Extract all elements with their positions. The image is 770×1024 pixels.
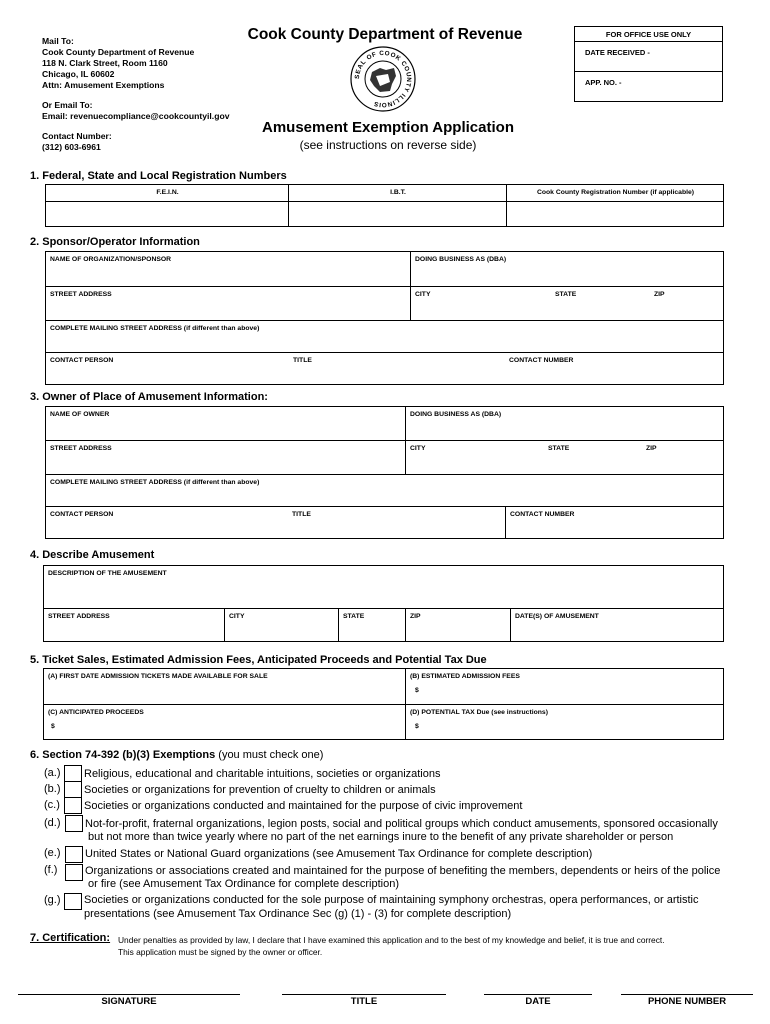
certification-text: Under penalties as provided by law, I declare that I have examined this application and to the best of my knowledge and belief, it is true and correct. [118,935,665,945]
ibt-input[interactable] [289,202,507,227]
email-address: Email: revenuecompliance@cookcountyil.gov [42,111,230,121]
exemption-d-checkbox[interactable] [65,815,83,832]
exemption-g-text-cont: presentations (see Amusement Tax Ordinance Sec (g) (1) - (3) for complete description) [84,908,512,920]
office-use-title: FOR OFFICE USE ONLY [575,27,722,42]
amusement-city-field[interactable]: CITY [225,609,339,642]
option-letter: (f.) [44,864,58,876]
phone-line[interactable] [621,994,753,995]
app-no-field: APP. NO. - [575,71,722,100]
county-seal-icon [350,46,416,112]
exemption-d-text: Not-for-profit, fraternal organizations, legion posts, social and political groups which conduct amusements, sponsored occasionally [85,818,718,830]
option-letter: (g.) [44,894,61,906]
city-label: CITY [410,445,426,452]
exemption-b-checkbox[interactable] [64,781,82,798]
owner-mailing-address-field[interactable]: COMPLETE MAILING STREET ADDRESS (if different than above) [46,475,724,507]
address-line: Chicago, IL 60602 [42,69,115,79]
exemption-e-text: United States or National Guard organizations (see Amusement Tax Ordinance for complete description) [85,848,593,860]
department-title: Cook County Department of Revenue [247,26,523,43]
sponsor-mailing-address-field[interactable]: COMPLETE MAILING STREET ADDRESS (if different than above) [46,321,724,353]
exemption-g-text: Societies or organizations conducted for the sole purpose of maintaining symphony orchestras, opera performances, or artistic [84,894,699,906]
exemption-f-text: Organizations or associations created and maintained for the purpose of benefiting the members, dependents or heirs of the police [85,865,721,877]
ibt-header: I.B.T. [289,185,507,202]
certification-note: This application must be signed by the owner or officer. [118,947,323,957]
amusement-table [43,565,724,642]
address-line: 118 N. Clark Street, Room 1160 [42,58,168,68]
exemption-g-checkbox[interactable] [64,893,82,910]
state-label: STATE [548,445,570,452]
zip-label: ZIP [654,291,665,298]
title-label: TITLE [293,357,312,364]
section-6-title-note: (you must check one) [215,749,324,761]
owner-table [45,406,724,539]
section-6-title-bold: 6. Section 74-392 (b)(3) Exemptions [30,749,216,761]
contact-person-label: CONTACT PERSON [50,511,114,518]
section-2-title: 2. Sponsor/Operator Information [30,236,200,248]
cook-registration-input[interactable] [507,202,724,227]
address-line: Cook County Department of Revenue [42,47,195,57]
exemption-a-text: Religious, educational and charitable intuitions, societies or organizations [84,768,441,780]
exemption-b-text: Societies or organizations for prevention of cruelty to children or animals [84,784,436,796]
registration-table [45,184,724,227]
title-label: TITLE [292,511,311,518]
exemption-d-text-cont: but not more than twice yearly where no part of the net earnings inure to the benefit of any private shareholder or person [88,831,674,843]
owner-city-state-zip-field[interactable] [406,441,724,475]
amusement-street-field[interactable]: STREET ADDRESS [44,609,225,642]
estimated-fees-field[interactable] [406,669,724,705]
city-label: CITY [415,291,431,298]
contact-person-label: CONTACT PERSON [50,357,114,364]
first-sale-date-field[interactable]: (A) FIRST DATE ADMISSION TICKETS MADE AVAILABLE FOR SALE [44,669,406,705]
potential-tax-label: (D) POTENTIAL TAX Due (see instructions) [410,709,548,716]
dollar-sign: $ [415,723,419,730]
owner-street-field[interactable]: STREET ADDRESS [46,441,406,475]
anticipated-proceeds-label: (C) ANTICIPATED PROCEEDS [48,709,144,716]
exemption-c-checkbox[interactable] [64,797,82,814]
sponsor-contact-row[interactable] [46,353,724,385]
zip-label: ZIP [646,445,657,452]
section-5-title: 5. Ticket Sales, Estimated Admission Fees, Anticipated Proceeds and Potential Tax Due [30,654,487,666]
sponsor-table [45,251,724,385]
email-label: Or Email To: [42,100,93,110]
date-label: DATE [525,996,551,1007]
owner-contact-number-field[interactable]: CONTACT NUMBER [506,507,724,539]
fein-header: F.E.I.N. [46,185,289,202]
amusement-zip-field[interactable]: ZIP [406,609,511,642]
address-line: Attn: Amusement Exemptions [42,80,165,90]
sponsor-street-field[interactable]: STREET ADDRESS [46,287,411,321]
sponsor-city-state-zip-field[interactable] [411,287,724,321]
exemption-a-checkbox[interactable] [64,765,82,782]
fein-input[interactable] [46,202,289,227]
contact-number-label: CONTACT NUMBER [509,357,574,364]
title-label: TITLE [350,996,378,1007]
sponsor-dba-field[interactable]: DOING BUSINESS AS (DBA) [411,252,724,287]
potential-tax-field[interactable] [406,705,724,740]
section-3-title: 3. Owner of Place of Amusement Information: [30,391,268,403]
application-subtitle: (see instructions on reverse side) [299,138,477,152]
estimated-fees-label: (B) ESTIMATED ADMISSION FEES [410,673,520,680]
section-1-title: 1. Federal, State and Local Registration Numbers [30,170,287,182]
exemption-e-checkbox[interactable] [65,846,83,863]
section-6-title [30,749,323,761]
phone-label: PHONE NUMBER [647,996,727,1007]
amusement-dates-field[interactable]: DATE(S) OF AMUSEMENT [511,609,724,642]
dollar-sign: $ [51,723,55,730]
owner-name-field[interactable]: NAME OF OWNER [46,407,406,441]
owner-dba-field[interactable]: DOING BUSINESS AS (DBA) [406,407,724,441]
cook-registration-header: Cook County Registration Number (if applicable) [507,185,724,202]
office-use-box [574,26,723,102]
option-letter: (a.) [44,767,61,779]
exemption-f-text-cont: or fire (see Amusement Tax Ordinance for complete description) [88,878,399,890]
anticipated-proceeds-field[interactable] [44,705,406,740]
exemption-f-checkbox[interactable] [65,864,83,881]
contact-label: Contact Number: [42,131,112,141]
amusement-state-field[interactable]: STATE [339,609,406,642]
option-letter: (c.) [44,799,60,811]
option-letter: (d.) [44,817,61,829]
ticket-sales-table [43,668,724,740]
date-received-field: DATE RECEIVED - [585,48,650,57]
section-7-title [30,932,110,944]
mail-to-label: Mail To: [42,36,74,46]
signature-label: SIGNATURE [101,996,157,1007]
svg-text:SEAL OF COOK COUNTY ILLINOIS: SEAL OF COOK COUNTY ILLINOIS [353,49,413,109]
date-line[interactable] [484,994,592,995]
certification-label: 7. Certification: [30,932,111,944]
sponsor-name-field[interactable]: NAME OF ORGANIZATION/SPONSOR [46,252,411,287]
contact-number: (312) 603-6961 [42,142,101,152]
exemption-c-text: Societies or organizations conducted and maintained for the purpose of civic improvement [84,800,523,812]
state-label: STATE [555,291,577,298]
section-4-title: 4. Describe Amusement [30,549,155,561]
title-line[interactable] [282,994,446,995]
amusement-description-field[interactable]: DESCRIPTION OF THE AMUSEMENT [44,566,724,609]
dollar-sign: $ [415,687,419,694]
option-letter: (b.) [44,783,61,795]
application-title: Amusement Exemption Application [262,119,514,136]
option-letter: (e.) [44,847,61,859]
owner-contact-field[interactable] [46,507,506,539]
signature-line[interactable] [18,994,240,995]
